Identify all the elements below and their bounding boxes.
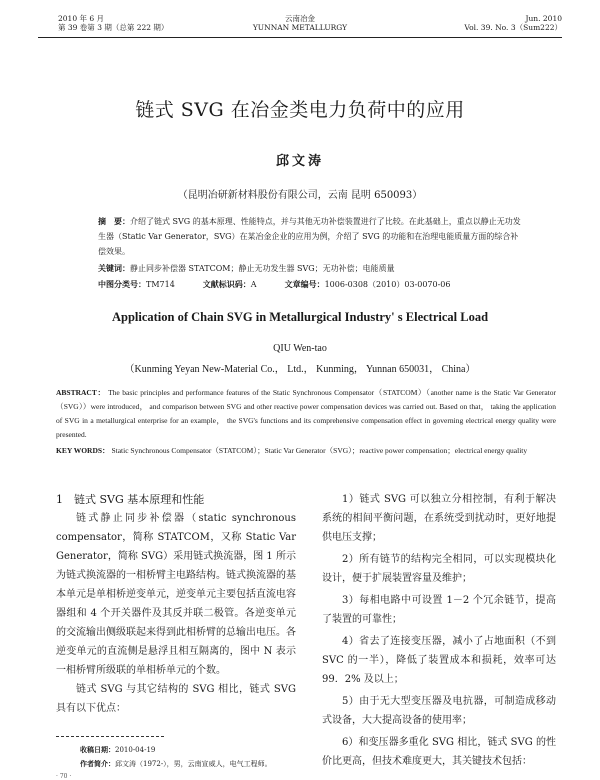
keywords-cn bbox=[98, 261, 526, 276]
header-volume-cn: 第 39 卷第 3 期（总第 222 期） bbox=[58, 23, 169, 32]
doc-code-value: A bbox=[250, 280, 257, 289]
author-bio: 邱文涛（1972-），男，云南宣威人，电气工程师。 bbox=[115, 760, 272, 768]
article-number bbox=[285, 280, 465, 289]
advantage-item: 2）所有链节的结构完全相同，可以实现模块化设计，便于扩展装置容量及维护； bbox=[322, 554, 556, 584]
footnote-author bbox=[80, 759, 272, 769]
advantage-item: 1）链式 SVG 可以独立分相控制，有利于解决系统的相间平衡问题，在系统受到扰动时，更好地提供电压支撑； bbox=[322, 494, 556, 543]
header-date-cn: 2010 年 6 月 bbox=[58, 14, 105, 23]
abstract-cn bbox=[98, 214, 526, 259]
keywords-text-en: Static Synchronous Compensator（STATCOM）；Static Var Generator（SVG）；reactive power compensation；electrical energy quality bbox=[111, 446, 528, 455]
header-journal-en: YUNNAN METALLURGY bbox=[252, 23, 348, 32]
document-code bbox=[203, 280, 271, 289]
body-column-right bbox=[322, 490, 556, 774]
author-bio-label: 作者简介： bbox=[80, 759, 115, 768]
abstract-text-en: The basic principles and performance features of the Static Synchronous Compensator（STATCOM）（another name is the Static Var Generator（SVG））were introduced， and comparison between SVG and other reactive power compensation devices was carried out. Based on that， taking the application of SVG in a metallurgical enterprise for an example， the SVG's functions and its comprehensive compensation effect in governing electrical energy quality were presented. bbox=[56, 388, 557, 439]
header-date-en: Jun. 2010 bbox=[525, 14, 562, 23]
classification-cn bbox=[98, 277, 526, 292]
keywords-label-cn: 关键词： bbox=[98, 263, 130, 273]
clc-value: TM714 bbox=[146, 280, 175, 289]
abstract-label-cn: 摘 要： bbox=[98, 216, 130, 226]
header-issue-en bbox=[464, 14, 562, 32]
affiliation-cn: （昆明冶研新材料股份有限公司，云南 昆明 650093） bbox=[177, 190, 423, 201]
abstract-en bbox=[56, 386, 556, 442]
footnote-rule bbox=[56, 736, 164, 737]
affiliation-en: （Kunming Yeyan New-Material Co.， Ltd.， Kunming， Yunnan 650031， China） bbox=[124, 364, 476, 375]
doc-code-label: 文献标识码： bbox=[202, 279, 251, 289]
clc-number bbox=[98, 280, 189, 289]
header-volume-en: Vol. 39. No. 3（Sum222） bbox=[464, 23, 562, 32]
section-heading: 1 链式 SVG 基本原理和性能 bbox=[56, 493, 205, 506]
header-journal-cn: 云南冶金 bbox=[285, 14, 315, 23]
body-paragraph: 链式 SVG 与其它结构的 SVG 相比，链式 SVG 具有以下优点： bbox=[56, 684, 296, 714]
keywords-en bbox=[56, 444, 556, 458]
received-date: 2010-04-19 bbox=[115, 746, 156, 754]
advantage-item: 3）每相电路中可设置 1－2 个冗余链节，提高了装置的可靠性； bbox=[322, 595, 556, 625]
author-name-en: QIU Wen-tao bbox=[273, 343, 327, 354]
paper-title-en: Application of Chain SVG in Metallurgical Industry' s Electrical Load bbox=[111, 310, 489, 324]
abstract-label-en: ABSTRACT： bbox=[56, 388, 106, 397]
body-paragraph: 链式静止同步补偿器（static synchronous compensator，简称 STATCOM，又称 Static Var Generator，简称 SVG）采用链式换流器，图 1 所示为链式换流器的一相桥臂主电路结构。链式换流器的基本单元是单相桥逆变单元，逆变单元主要包括直流电容器组和 4 个开关器件及其反并联二极管。各逆变单元的交流输出侧级联起来得到此相桥臂的总输出电压。各逆变单元的直流侧是悬浮且相互隔离的，图中 N 表示一相桥臂所级联的单相桥单元的个数。 bbox=[56, 513, 296, 676]
author-name-cn: 邱文涛 bbox=[275, 154, 324, 169]
abstract-text-cn: 介绍了链式 SVG 的基本原理、性能特点，并与其他无功补偿装置进行了比较。在此基础上，重点以静止无功发生器（Static Var Generator，SVG）在某冶金企业的应用为例，介绍了 SVG 的功能和在治理电能质量方面的综合补偿效果。 bbox=[98, 217, 521, 256]
advantage-item: 5）由于无大型变压器及电抗器，可制造成移动式设备，大大提高设备的使用率； bbox=[322, 696, 556, 726]
keywords-label-en: KEY WORDS： bbox=[56, 446, 110, 455]
article-number-value: 1006-0308（2010）03-0070-06 bbox=[324, 280, 451, 289]
paper-title-cn: 链式 SVG 在冶金类电力负荷中的应用 bbox=[135, 99, 465, 121]
clc-label: 中图分类号： bbox=[98, 279, 146, 289]
body-column-left bbox=[56, 490, 296, 718]
advantage-item: 6）和变压器多重化 SVG 相比，链式 SVG 的性价比更高，但技术难度更大，其关键技术包括： bbox=[322, 737, 556, 767]
header-rule bbox=[38, 37, 562, 38]
received-label: 收稿日期： bbox=[80, 745, 115, 754]
keywords-text-cn: 静止同步补偿器 STATCOM；静止无功发生器 SVG；无功补偿；电能质量 bbox=[130, 264, 395, 273]
page-number: · 70 · bbox=[56, 773, 72, 780]
article-number-label: 文章编号： bbox=[284, 279, 325, 289]
advantage-item: 4）省去了连接变压器，减小了占地面积（不到 SVC 的一半），降低了装置成本和损耗，效率可达 99．2% 及以上； bbox=[322, 636, 556, 685]
footnote-received bbox=[80, 745, 155, 755]
